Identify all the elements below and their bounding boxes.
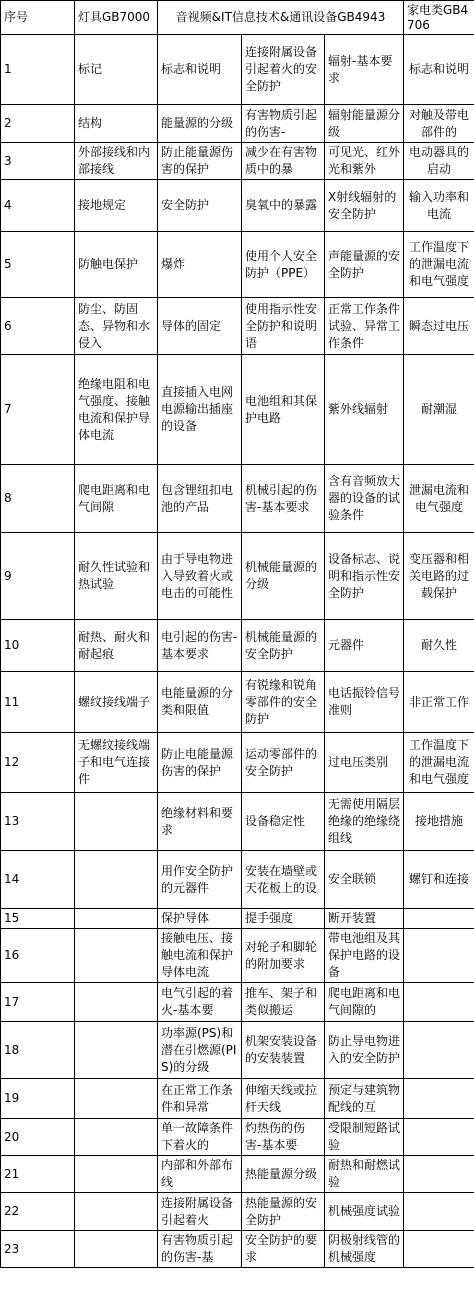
lamp-cell: 标记 xyxy=(75,35,158,105)
av-it-cell-b: 灼热伤的伤害-基本要 xyxy=(242,1119,325,1156)
appliance-cell: 瞬态过电压 xyxy=(404,298,474,355)
appliance-cell xyxy=(404,1022,474,1079)
av-it-cell-b: 使用指示性安全防护和说明语 xyxy=(242,298,325,355)
av-it-cell-c: 辐射-基本要求 xyxy=(325,35,404,105)
appliance-cell xyxy=(404,983,474,1022)
appliance-cell: 接地措施 xyxy=(404,793,474,851)
appliance-cell: 非正常工作 xyxy=(404,672,474,733)
row-number-cell: 22 xyxy=(1,1193,75,1231)
lamp-cell xyxy=(75,983,158,1022)
lamp-cell xyxy=(75,909,158,929)
lamp-cell: 爬电距离和电气间隙 xyxy=(75,465,158,533)
av-it-cell-a: 有害物质引起的伤害-基 xyxy=(158,1231,242,1268)
table-row xyxy=(1,180,474,232)
appliance-cell xyxy=(404,1079,474,1119)
av-it-cell-c: 机械强度试验 xyxy=(325,1193,404,1231)
av-it-cell-b: 有害物质引起的伤害- xyxy=(242,105,325,143)
appliance-cell xyxy=(404,1193,474,1231)
av-it-cell-b: 对轮子和脚轮的附加要求 xyxy=(242,929,325,983)
appliance-cell: 工作温度下的泄漏电流和电气强度 xyxy=(404,733,474,793)
header-av-it: 音视频&IT信息技术&通讯设备GB4943 xyxy=(158,1,404,35)
table-row xyxy=(1,1079,474,1119)
av-it-cell-a: 功率源(PS)和潜在引燃源(PIS)的分级 xyxy=(158,1022,242,1079)
appliance-cell xyxy=(404,1231,474,1268)
av-it-cell-a: 爆炸 xyxy=(158,232,242,298)
table-row xyxy=(1,672,474,733)
av-it-cell-b: 减少在有害物质中的暴 xyxy=(242,143,325,180)
header-lamp: 灯具GB7000 xyxy=(75,1,158,35)
table-row xyxy=(1,793,474,851)
row-number-cell: 18 xyxy=(1,1022,75,1079)
av-it-cell-b: 设备稳定性 xyxy=(242,793,325,851)
av-it-cell-a: 电引起的伤害-基本要求 xyxy=(158,620,242,672)
av-it-cell-a: 安全防护 xyxy=(158,180,242,232)
av-it-cell-b: 伸缩天线或拉杆天线 xyxy=(242,1079,325,1119)
table-row xyxy=(1,1231,474,1268)
appliance-cell: 泄漏电流和电气强度 xyxy=(404,465,474,533)
av-it-cell-b: 有锐缘和锐角零部件的安全防护 xyxy=(242,672,325,733)
lamp-cell: 接地规定 xyxy=(75,180,158,232)
av-it-cell-c: 无需使用隔层绝缘的绝缘绕组线 xyxy=(325,793,404,851)
av-it-cell-a: 电能量源的分类和限值 xyxy=(158,672,242,733)
av-it-cell-a: 保护导体 xyxy=(158,909,242,929)
row-number-cell: 16 xyxy=(1,929,75,983)
table-row xyxy=(1,909,474,929)
av-it-cell-a: 单一故障条件下着火的 xyxy=(158,1119,242,1156)
appliance-cell xyxy=(404,929,474,983)
table-row xyxy=(1,1193,474,1231)
av-it-cell-a: 标志和说明 xyxy=(158,35,242,105)
row-number-cell: 2 xyxy=(1,105,75,143)
row-number-cell: 8 xyxy=(1,465,75,533)
lamp-cell xyxy=(75,1231,158,1268)
row-number-cell: 5 xyxy=(1,232,75,298)
table-row xyxy=(1,733,474,793)
av-it-cell-c: X射线辐射的安全防护 xyxy=(325,180,404,232)
av-it-cell-b: 机械能量源的分级 xyxy=(242,533,325,620)
av-it-cell-b: 机架安装设备的安装装置 xyxy=(242,1022,325,1079)
av-it-cell-c: 含有音频放大器的设备的试验条件 xyxy=(325,465,404,533)
table-row xyxy=(1,533,474,620)
row-number-cell: 14 xyxy=(1,851,75,909)
appliance-cell xyxy=(404,1119,474,1156)
lamp-cell: 耐久性试验和热试验 xyxy=(75,533,158,620)
av-it-cell-a: 防止电能量源伤害的保护 xyxy=(158,733,242,793)
row-number-cell: 13 xyxy=(1,793,75,851)
av-it-cell-a: 由于导电物进入导致着火或电击的可能性 xyxy=(158,533,242,620)
table-row xyxy=(1,1119,474,1156)
lamp-cell: 结构 xyxy=(75,105,158,143)
table-row xyxy=(1,298,474,355)
row-number-cell: 21 xyxy=(1,1156,75,1193)
row-number-cell: 10 xyxy=(1,620,75,672)
table-row xyxy=(1,232,474,298)
av-it-cell-a: 接触电压、接触电流和保护导体电流 xyxy=(158,929,242,983)
lamp-cell xyxy=(75,1119,158,1156)
av-it-cell-c: 预定与建筑物配线的互 xyxy=(325,1079,404,1119)
av-it-cell-c: 受限制短路试验 xyxy=(325,1119,404,1156)
av-it-cell-b: 安全防护的要求 xyxy=(242,1231,325,1268)
av-it-cell-c: 电话振铃信号准则 xyxy=(325,672,404,733)
av-it-cell-c: 声能量源的安全防护 xyxy=(325,232,404,298)
row-number-cell: 7 xyxy=(1,355,75,465)
appliance-cell: 电动器具的启动 xyxy=(404,143,474,180)
av-it-cell-b: 热能量源分级 xyxy=(242,1156,325,1193)
av-it-cell-a: 连接附属设备引起着火 xyxy=(158,1193,242,1231)
av-it-cell-a: 包含锂纽扣电池的产品 xyxy=(158,465,242,533)
appliance-cell: 工作温度下的泄漏电流和电气强度 xyxy=(404,232,474,298)
row-number-cell: 1 xyxy=(1,35,75,105)
lamp-cell: 耐热、耐火和耐起痕 xyxy=(75,620,158,672)
av-it-cell-b: 机械能量源的安全防护 xyxy=(242,620,325,672)
av-it-cell-a: 导体的固定 xyxy=(158,298,242,355)
header-row xyxy=(1,1,474,35)
appliance-cell: 耐潮湿 xyxy=(404,355,474,465)
av-it-cell-a: 直接插入电网电源输出插座的设备 xyxy=(158,355,242,465)
row-number-cell: 20 xyxy=(1,1119,75,1156)
av-it-cell-c: 带电池组及其保护电路的设备 xyxy=(325,929,404,983)
av-it-cell-c: 爬电距离和电气间隙的 xyxy=(325,983,404,1022)
av-it-cell-c: 阴极射线管的机械强度 xyxy=(325,1231,404,1268)
av-it-cell-c: 紫外线辐射 xyxy=(325,355,404,465)
av-it-cell-b: 运动零部件的安全防护 xyxy=(242,733,325,793)
av-it-cell-b: 机械引起的伤害-基本要求 xyxy=(242,465,325,533)
av-it-cell-a: 在正常工作条件和异常 xyxy=(158,1079,242,1119)
table-row xyxy=(1,983,474,1022)
table-row xyxy=(1,105,474,143)
appliance-cell: 螺钉和连接 xyxy=(404,851,474,909)
av-it-cell-c: 辐射能量源分级 xyxy=(325,105,404,143)
av-it-cell-c: 过电压类别 xyxy=(325,733,404,793)
av-it-cell-b: 热能量源的安全防护 xyxy=(242,1193,325,1231)
row-number-cell: 17 xyxy=(1,983,75,1022)
appliance-cell: 变压器和相关电路的过载保护 xyxy=(404,533,474,620)
header-seq: 序号 xyxy=(1,1,75,35)
lamp-cell: 外部接线和内部接线 xyxy=(75,143,158,180)
av-it-cell-a: 防止能量源伤害的保护 xyxy=(158,143,242,180)
table-row xyxy=(1,465,474,533)
av-it-cell-a: 能量源的分级 xyxy=(158,105,242,143)
table-row xyxy=(1,143,474,180)
lamp-cell xyxy=(75,1022,158,1079)
av-it-cell-c: 正常工作条件试验、异常工作条件 xyxy=(325,298,404,355)
table-row xyxy=(1,851,474,909)
table-row xyxy=(1,1156,474,1193)
av-it-cell-c: 断开装置 xyxy=(325,909,404,929)
appliance-cell xyxy=(404,1156,474,1193)
av-it-cell-b: 臭氧中的暴露 xyxy=(242,180,325,232)
row-number-cell: 23 xyxy=(1,1231,75,1268)
av-it-cell-c: 设备标志、说明和指示性安全防护 xyxy=(325,533,404,620)
appliance-cell: 输入功率和电流 xyxy=(404,180,474,232)
av-it-cell-a: 绝缘材料和要求 xyxy=(158,793,242,851)
av-it-cell-b: 安装在墙壁或天花板上的设 xyxy=(242,851,325,909)
table-row xyxy=(1,929,474,983)
row-number-cell: 3 xyxy=(1,143,75,180)
av-it-cell-b: 连接附属设备引起着火的安全防护 xyxy=(242,35,325,105)
row-number-cell: 6 xyxy=(1,298,75,355)
lamp-cell xyxy=(75,1079,158,1119)
av-it-cell-b: 电池组和其保护电路 xyxy=(242,355,325,465)
table-row xyxy=(1,355,474,465)
row-number-cell: 4 xyxy=(1,180,75,232)
av-it-cell-a: 电气引起的着火-基本要 xyxy=(158,983,242,1022)
lamp-cell xyxy=(75,929,158,983)
lamp-cell xyxy=(75,793,158,851)
header-appliance: 家电类GB4706 xyxy=(404,1,474,35)
av-it-cell-a: 内部和外部布线 xyxy=(158,1156,242,1193)
row-number-cell: 11 xyxy=(1,672,75,733)
row-number-cell: 12 xyxy=(1,733,75,793)
table-row xyxy=(1,35,474,105)
av-it-cell-c: 元器件 xyxy=(325,620,404,672)
table-row xyxy=(1,620,474,672)
lamp-cell: 无螺纹接线端子和电气连接件 xyxy=(75,733,158,793)
appliance-cell: 对触及带电部件的 xyxy=(404,105,474,143)
av-it-cell-b: 提手强度 xyxy=(242,909,325,929)
lamp-cell: 绝缘电阻和电气强度、接触电流和保护导体电流 xyxy=(75,355,158,465)
row-number-cell: 9 xyxy=(1,533,75,620)
lamp-cell: 螺纹接线端子 xyxy=(75,672,158,733)
row-number-cell: 15 xyxy=(1,909,75,929)
av-it-cell-b: 推车、架子和类似搬运 xyxy=(242,983,325,1022)
row-number-cell: 19 xyxy=(1,1079,75,1119)
av-it-cell-b: 使用个人安全防护（PPE） xyxy=(242,232,325,298)
lamp-cell xyxy=(75,1156,158,1193)
lamp-cell xyxy=(75,851,158,909)
av-it-cell-c: 防止导电物进入的安全防护 xyxy=(325,1022,404,1079)
appliance-cell: 标志和说明 xyxy=(404,35,474,105)
av-it-cell-c: 可见光、红外光和紫外 xyxy=(325,143,404,180)
lamp-cell: 防触电保护 xyxy=(75,232,158,298)
lamp-cell xyxy=(75,1193,158,1231)
appliance-cell xyxy=(404,909,474,929)
appliance-cell: 耐久性 xyxy=(404,620,474,672)
av-it-cell-c: 耐热和耐燃试验 xyxy=(325,1156,404,1193)
table-row xyxy=(1,1022,474,1079)
av-it-cell-a: 用作安全防护的元器件 xyxy=(158,851,242,909)
av-it-cell-c: 安全联锁 xyxy=(325,851,404,909)
lamp-cell: 防尘、防固态、异物和水侵入 xyxy=(75,298,158,355)
